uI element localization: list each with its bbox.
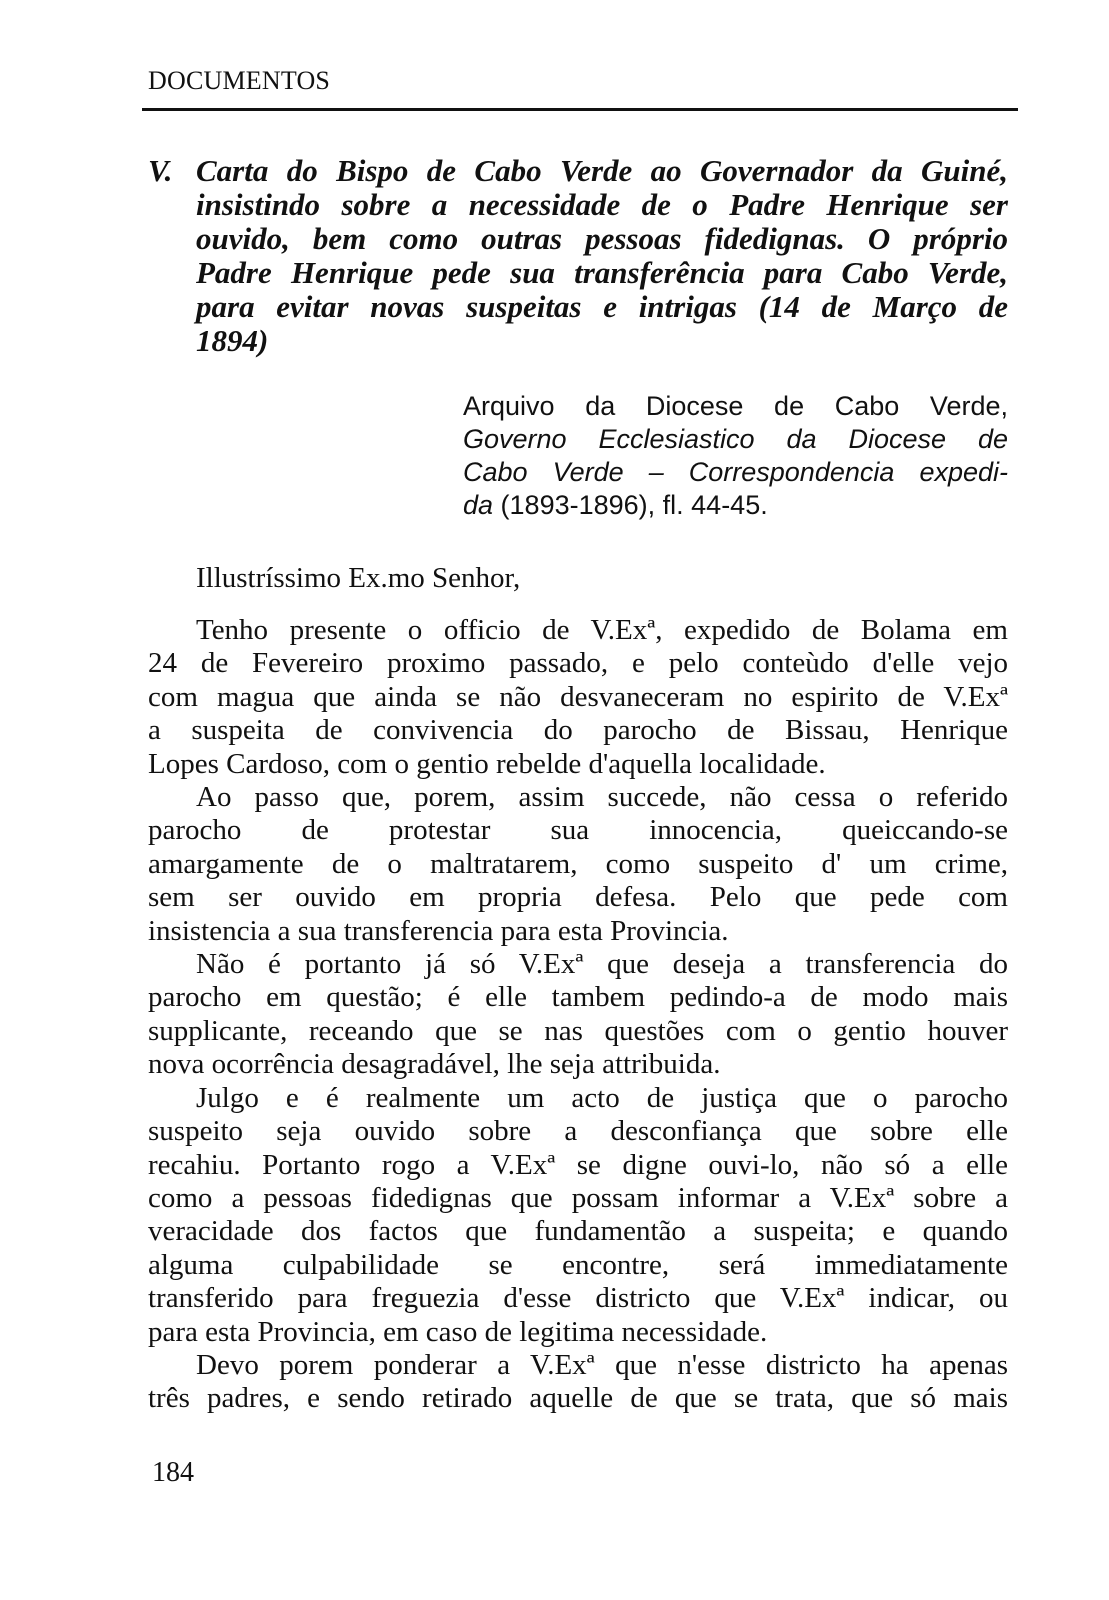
- source-line: [463, 423, 1008, 456]
- title-line: ouvido, bem como outras pessoas fidedignas. O próprio: [196, 221, 1008, 256]
- body-line: Ao passo que, porem, assim succede, não cessa o referido: [196, 781, 1008, 814]
- title-line: Padre Henrique pede sua transferência para Cabo Verde,: [196, 255, 1008, 290]
- source-title-part: Cabo Verde – Correspondencia expedi-: [463, 457, 1008, 487]
- salutation: Illustríssimo Ex.mo Senhor,: [196, 562, 521, 594]
- title-line: para evitar novas suspeitas e intrigas (14 de Março de: [196, 289, 1008, 324]
- body-line: três padres, e sendo retirado aquelle de que se trata, que só mais: [148, 1382, 1008, 1415]
- body-line: amargamente de o maltratarem, como suspeito d' um crime,: [148, 847, 1008, 880]
- running-head: DOCUMENTOS: [148, 66, 331, 95]
- body-line: insistencia a sua transferencia para esta Provincia.: [148, 914, 729, 947]
- letter-body: [148, 614, 1008, 1416]
- body-line: como a pessoas fidedignas que possam informar a V.Exª sobre a: [148, 1181, 1008, 1214]
- title-line: Carta do Bispo de Cabo Verde ao Governador da Guiné,: [196, 153, 1008, 188]
- source-line: Arquivo da Diocese de Cabo Verde,: [463, 391, 1008, 421]
- body-line: nova ocorrência desagradável, lhe seja attribuida.: [148, 1048, 721, 1081]
- title-line: insistindo sobre a necessidade de o Padre Henrique ser: [196, 187, 1008, 222]
- body-line: 24 de Fevereiro proximo passado, e pelo conteùdo d'elle vejo: [148, 647, 1008, 680]
- body-line: suspeito seja ouvido sobre a desconfiança que sobre elle: [148, 1115, 1008, 1148]
- body-line: Tenho presente o officio de V.Exª, expedido de Bolama em: [196, 614, 1008, 646]
- archive-source: [463, 390, 1008, 522]
- body-line: supplicante, receando que se nas questões com o gentio houver: [148, 1014, 1008, 1047]
- body-line: sem ser ouvido em propria defesa. Pelo que pede com: [148, 881, 1008, 914]
- body-line: veracidade dos factos que fundamentão a suspeita; e quando: [148, 1215, 1008, 1248]
- body-line: Lopes Cardoso, com o gentio rebelde d'aquella localidade.: [148, 747, 826, 780]
- body-line: alguma culpabilidade se encontre, será immediatamente: [148, 1248, 1008, 1281]
- source-folio: (1893-1896), fl. 44-45.: [493, 490, 768, 520]
- body-line: recahiu. Portanto rogo a V.Exª se digne ouvi-lo, não só a elle: [148, 1148, 1008, 1181]
- source-line: [463, 456, 1008, 489]
- body-line: a suspeita de convivencia do parocho de Bissau, Henrique: [148, 714, 1008, 747]
- body-line: com magua que ainda se não desvaneceram no espirito de V.Exª: [148, 680, 1008, 713]
- header-rule: [142, 108, 1018, 111]
- source-title-part: da: [463, 490, 494, 520]
- page-number: 184: [152, 1457, 194, 1488]
- body-line: Devo porem ponderar a V.Exª que n'esse districto ha apenas: [196, 1348, 1008, 1381]
- document-number: V.: [148, 153, 173, 188]
- source-line: [463, 489, 1008, 522]
- source-title-part: Governo Ecclesiastico da Diocese de: [463, 424, 1008, 454]
- body-line: Julgo e é realmente um acto de justiça que o parocho: [196, 1081, 1008, 1114]
- body-line: parocho em questão; é elle tambem pedindo-a de modo mais: [148, 981, 1008, 1014]
- body-line: transferido para freguezia d'esse districto que V.Exª indicar, ou: [148, 1282, 1008, 1315]
- body-line: parocho de protestar sua innocencia, queiccando-se: [148, 814, 1008, 847]
- title-line: 1894): [196, 323, 269, 358]
- body-line: Não é portanto já só V.Exª que deseja a transferencia do: [196, 948, 1008, 981]
- body-line: para esta Provincia, em caso de legitima necessidade.: [148, 1315, 768, 1348]
